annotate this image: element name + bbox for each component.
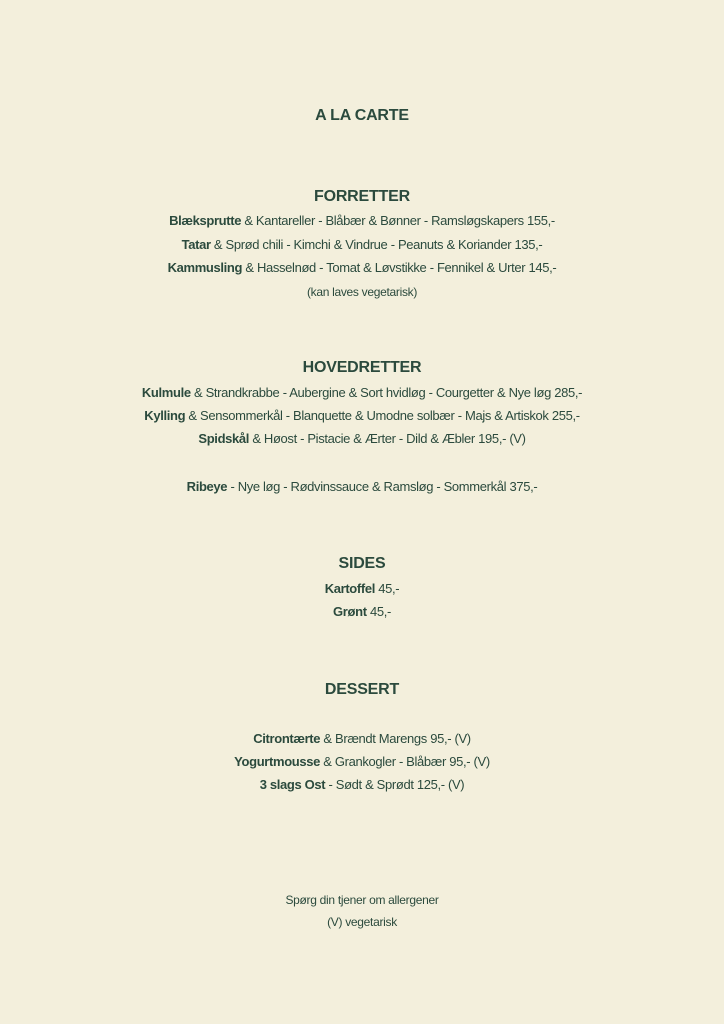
dish-name: Kammusling <box>167 260 243 275</box>
dish-name: Yogurtmousse <box>234 754 321 769</box>
menu-item <box>0 384 724 402</box>
menu-item <box>0 259 724 277</box>
dish-description: & Høost - Pistacie & Ærter - Dild & Æbler 195,- (V) <box>249 431 526 446</box>
menu-item <box>0 776 724 794</box>
dish-name: Ribeye <box>186 479 228 494</box>
section-heading-forretter: FORRETTER <box>314 188 410 205</box>
dish-name: Grønt <box>333 604 367 619</box>
dish-name: Tatar <box>181 237 211 252</box>
section-heading-sides: SIDES <box>338 555 386 572</box>
dish-description: & Grankogler - Blåbær 95,- (V) <box>320 754 490 769</box>
dish-name: Spidskål <box>198 431 250 446</box>
dish-name: Citrontærte <box>253 731 321 746</box>
menu-item <box>0 730 724 748</box>
section-heading-hovedretter: HOVEDRETTER <box>302 359 422 376</box>
menu-item <box>0 580 724 598</box>
dish-name: Kartoffel <box>324 581 376 596</box>
dish-name: Kylling <box>144 408 186 423</box>
page-title: A LA CARTE <box>315 107 409 124</box>
menu-item <box>0 407 724 425</box>
menu-item <box>0 478 724 496</box>
dish-description: & Strandkrabbe - Aubergine & Sort hvidløg - Courgetter & Nye løg 285,- <box>190 385 583 400</box>
vegetarian-note: (kan laves vegetarisk) <box>306 285 418 299</box>
dish-description: - Sødt & Sprødt 125,- (V) <box>325 777 465 792</box>
dish-description: - Nye løg - Rødvinssauce & Ramsløg - Sommerkål 375,- <box>227 479 538 494</box>
menu-item <box>0 430 724 448</box>
dish-description: & Brændt Marengs 95,- (V) <box>320 731 471 746</box>
dish-description: & Kantareller - Blåbær & Bønner - Ramsløgskapers 155,- <box>241 213 555 228</box>
menu-item <box>0 236 724 254</box>
dish-name: Blæksprutte <box>169 213 242 228</box>
dish-description: & Sprød chili - Kimchi & Vindrue - Peanuts & Koriander 135,- <box>210 237 543 252</box>
dish-description: 45,- <box>375 581 400 596</box>
section-heading-dessert: DESSERT <box>324 681 400 698</box>
dish-name: 3 slags Ost <box>259 777 326 792</box>
dish-description: & Sensommerkål - Blanquette & Umodne solbær - Majs & Artiskok 255,- <box>185 408 580 423</box>
dish-description: 45,- <box>366 604 391 619</box>
vegetarian-legend: (V) vegetarisk <box>327 915 397 929</box>
dish-description: & Hasselnød - Tomat & Løvstikke - Fennikel & Urter 145,- <box>242 260 557 275</box>
menu-item <box>0 753 724 771</box>
menu-item <box>0 603 724 621</box>
menu-item <box>0 212 724 230</box>
dish-name: Kulmule <box>141 385 191 400</box>
allergen-note: Spørg din tjener om allergener <box>285 893 439 907</box>
